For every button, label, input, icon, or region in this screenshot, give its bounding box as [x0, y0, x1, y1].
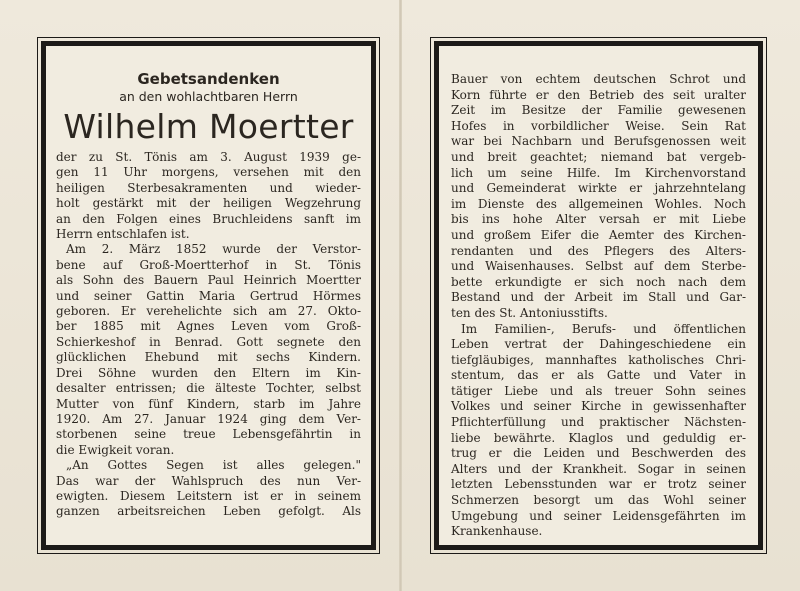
text-line: Drei Söhne wurden den Eltern im Kin- [56, 365, 361, 380]
text-line: ten des St. Antoniusstifts. [451, 305, 608, 320]
text-line: heiligen Sterbesakramenten und wieder- [56, 180, 361, 195]
text-line: Alters und der Krankheit. Sogar in seinen [451, 461, 746, 476]
right-panel [434, 41, 763, 550]
text-line: Leben vertrat der Dahingeschiedene ein [451, 337, 746, 352]
text-line: lich um seine Hilfe. Im Kirchenvorstand [451, 165, 746, 180]
card-subheading: an den wohlachtbaren Herrn [119, 89, 298, 104]
text-line: Schmerzen besorgt um das Wohl seiner [451, 493, 746, 508]
text-line: der zu St. Tönis am 3. August 1939 ge- [56, 150, 361, 164]
text-line: ewigten. Diesem Leitstern ist er in seinem [56, 488, 361, 503]
text-line: letzten Lebensstunden war er trotz seiner [451, 477, 746, 492]
text-line: storbenen seine treue Lebensgefährtin in [56, 427, 361, 442]
deceased-name: Wilhelm Moertter [63, 107, 354, 146]
text-line: Pflichterfüllung und praktischer Nächsten- [451, 415, 746, 430]
text-line: tätiger Liebe und als treuer Sohn seines [451, 383, 746, 398]
text-line: Umgebung und seiner Leidensgefährten im [451, 508, 746, 523]
text-line: ganzen arbeitsreichen Leben gefolgt. Als [56, 504, 361, 519]
text-line: an den Folgen eines Bruchleidens sanft im [56, 211, 361, 226]
text-line: rendanten und des Pflegers des Alters- [451, 243, 746, 258]
text-line: Krankenhause. [451, 524, 543, 539]
paragraph [56, 150, 361, 242]
text-line: Am 2. März 1852 wurde der Verstor- [66, 242, 361, 257]
text-line: Zeit im Besitze der Familie gewesenen [451, 103, 746, 118]
left-body-text [56, 150, 361, 520]
paragraph [451, 322, 746, 540]
text-line: bis ins hohe Alter versah er mit Liebe [451, 212, 746, 227]
text-line: die Ewigkeit voran. [56, 442, 175, 457]
text-line: Bestand und der Arbeit im Stall und Gar- [451, 290, 746, 305]
text-line: und großem Eifer die Aemter des Kirchen- [451, 227, 746, 242]
card-heading: Gebetsandenken [137, 70, 280, 88]
text-line: und breit geachtet; niemand bat vergeb- [451, 149, 746, 164]
text-line: 1920. Am 27. Januar 1924 ging dem Ver- [56, 411, 361, 426]
text-line: tiefgläubiges, mannhaftes katholisches Chri- [451, 352, 746, 367]
text-line: und Gemeinderat wirkte er jahrzehntelang [451, 181, 746, 196]
text-line: desalter entrissen; die älteste Tochter, selbst [56, 381, 361, 396]
text-line: „An Gottes Segen ist alles gelegen." [66, 458, 361, 473]
text-line: und seiner Gattin Maria Gertrud Hörmes [56, 288, 361, 303]
text-line: geboren. Er verehelichte sich am 27. Okto- [56, 304, 361, 319]
text-line: ber 1885 mit Agnes Leven vom Groß- [56, 319, 361, 334]
text-line: bette erkundigte er sich noch nach dem [451, 274, 746, 289]
paragraph [56, 242, 361, 458]
paragraph [451, 72, 746, 322]
text-line: Hofes in vorbildlicher Weise. Sein Rat [451, 118, 746, 133]
text-line: und Waisenhauses. Selbst auf dem Sterbe- [451, 259, 746, 274]
text-line: Im Familien-, Berufs- und öffentlichen [461, 321, 746, 336]
left-panel [41, 41, 376, 550]
text-line: war bei Nachbarn und Berufsgenossen weit [451, 134, 746, 149]
text-line: bene auf Groß-Moertterhof in St. Tönis [56, 257, 361, 272]
text-line: Bauer von echtem deutschen Schrot und [451, 72, 746, 86]
text-line: stentum, das er als Gatte und Vater in [451, 368, 746, 383]
text-line: im Dienste des allgemeinen Wohles. Noch [451, 196, 746, 211]
text-line: gen 11 Uhr morgens, versehen mit den [56, 165, 361, 180]
text-line: Das war der Wahlspruch des nun Ver- [56, 473, 361, 488]
text-line: Schierkeshof in Benrad. Gott segnete den [56, 334, 361, 349]
text-line: Korn führte er den Betrieb des seit uralter [451, 87, 746, 102]
text-line: als Sohn des Bauern Paul Heinrich Moertter [56, 273, 361, 288]
text-line: holt gestärkt mit der heiligen Wegzehrung [56, 196, 361, 211]
right-body-text [451, 72, 746, 540]
text-line: trug er die Leiden und Beschwerden des [451, 446, 746, 461]
text-line: glücklichen Ehebund mit sechs Kindern. [56, 350, 361, 365]
card-fold [399, 0, 402, 591]
text-line: liebe bewährte. Klaglos und geduldig er- [451, 430, 746, 445]
text-line: Herrn entschlafen ist. [56, 227, 190, 242]
text-line: Mutter von fünf Kindern, starb im Jahre [56, 396, 361, 411]
text-line: Volkes und seiner Kirche in gewissenhafter [451, 399, 746, 414]
paragraph [56, 458, 361, 520]
